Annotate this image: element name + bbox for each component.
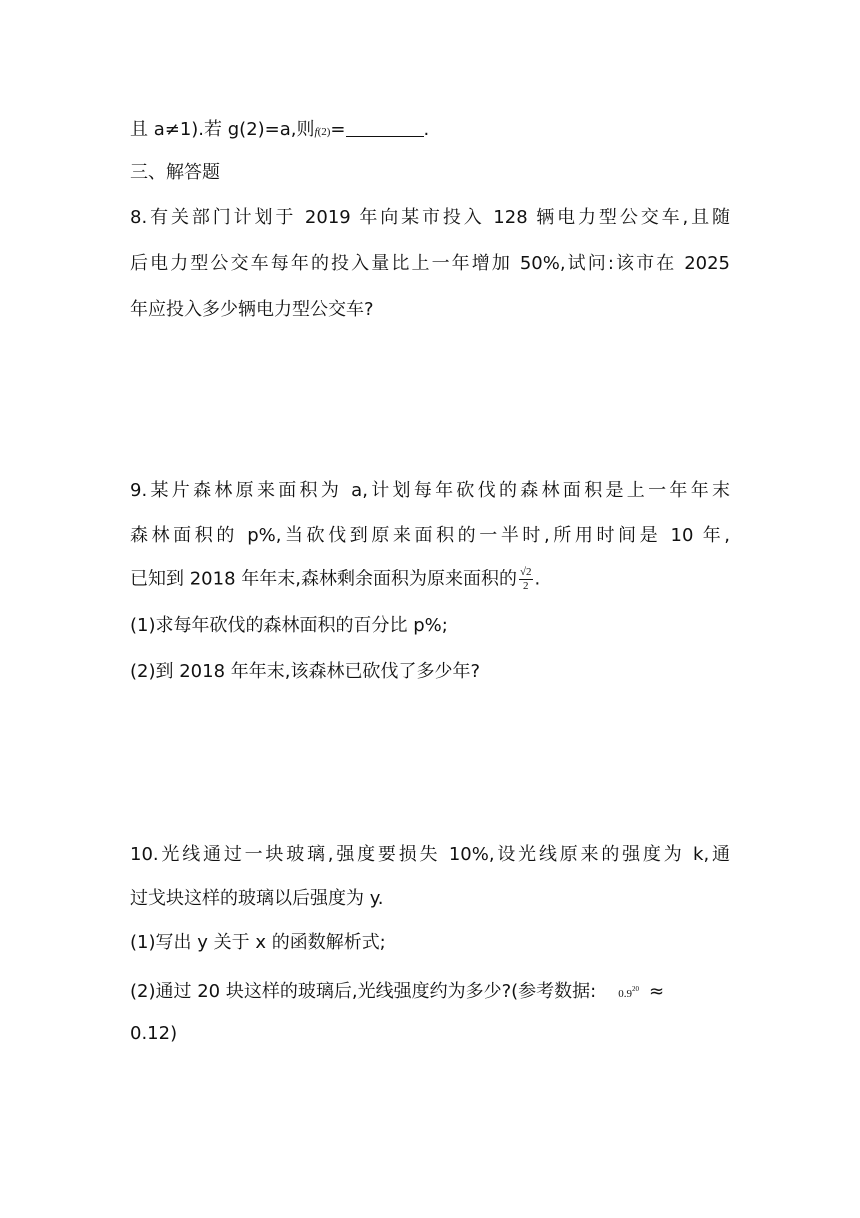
q7-fx-symbol: f <box>314 126 318 138</box>
q8-line-2: 后电力型公交车每年的投入量比上一年增加 50%,试问:该市在 2025 <box>130 253 730 274</box>
q10-sub-2 <box>130 976 730 1007</box>
q9-line-1: 9.某片森林原来面积为 a,计划每年砍伐的森林面积是上一年年末 <box>130 480 730 501</box>
q10-line-1: 10.光线通过一块玻璃,强度要损失 10%,设光线原来的强度为 k,通 <box>130 844 730 865</box>
q10-sub-2-text: (2)通过 20 块这样的玻璃后,光线强度约为多少?(参考数据: <box>130 981 597 1002</box>
q7-fx-arg: (2) <box>317 126 331 138</box>
q10-last-line: 0.12) <box>130 1023 178 1044</box>
fraction-numerator: √2 <box>519 566 532 578</box>
q8-line-3: 年应投入多少辆电力型公交车? <box>130 299 374 320</box>
q7-period: . <box>423 119 430 140</box>
q7-tail-line <box>130 117 730 145</box>
q9-line-2: 森林面积的 p%,当砍伐到原来面积的一半时,所用时间是 10 年, <box>130 525 730 546</box>
fraction-denominator: 2 <box>523 580 529 592</box>
q9-sub-2: (2)到 2018 年年末,该森林已砍伐了多少年? <box>130 661 481 682</box>
power-base: 0.9 <box>618 988 632 1000</box>
q9-period: . <box>534 568 541 590</box>
sqrt2-over-2-fraction <box>519 566 533 593</box>
answer-blank <box>346 118 424 137</box>
q9-line-3-text: 已知到 2018 年年末,森林剩余面积为原来面积的 <box>130 568 517 590</box>
q10-sub-1: (1)写出 y 关于 x 的函数解析式; <box>130 932 386 953</box>
approx-symbol: ≈ <box>648 981 665 1002</box>
q8-line-1: 8.有关部门计划于 2019 年向某市投入 128 辆电力型公交车,且随 <box>130 207 730 228</box>
q10-line-2: 过戈块这样的玻璃以后强度为 y. <box>130 888 384 909</box>
section-title: 三、解答题 <box>130 162 220 183</box>
power-exponent: 20 <box>631 985 639 993</box>
q9-sub-1: (1)求每年砍伐的森林面积的百分比 p%; <box>130 615 448 636</box>
q7-tail-text: 且 a≠1).若 g(2)=a,则 <box>130 119 315 140</box>
q7-equals: = <box>330 119 346 140</box>
q9-line-3 <box>130 566 730 593</box>
